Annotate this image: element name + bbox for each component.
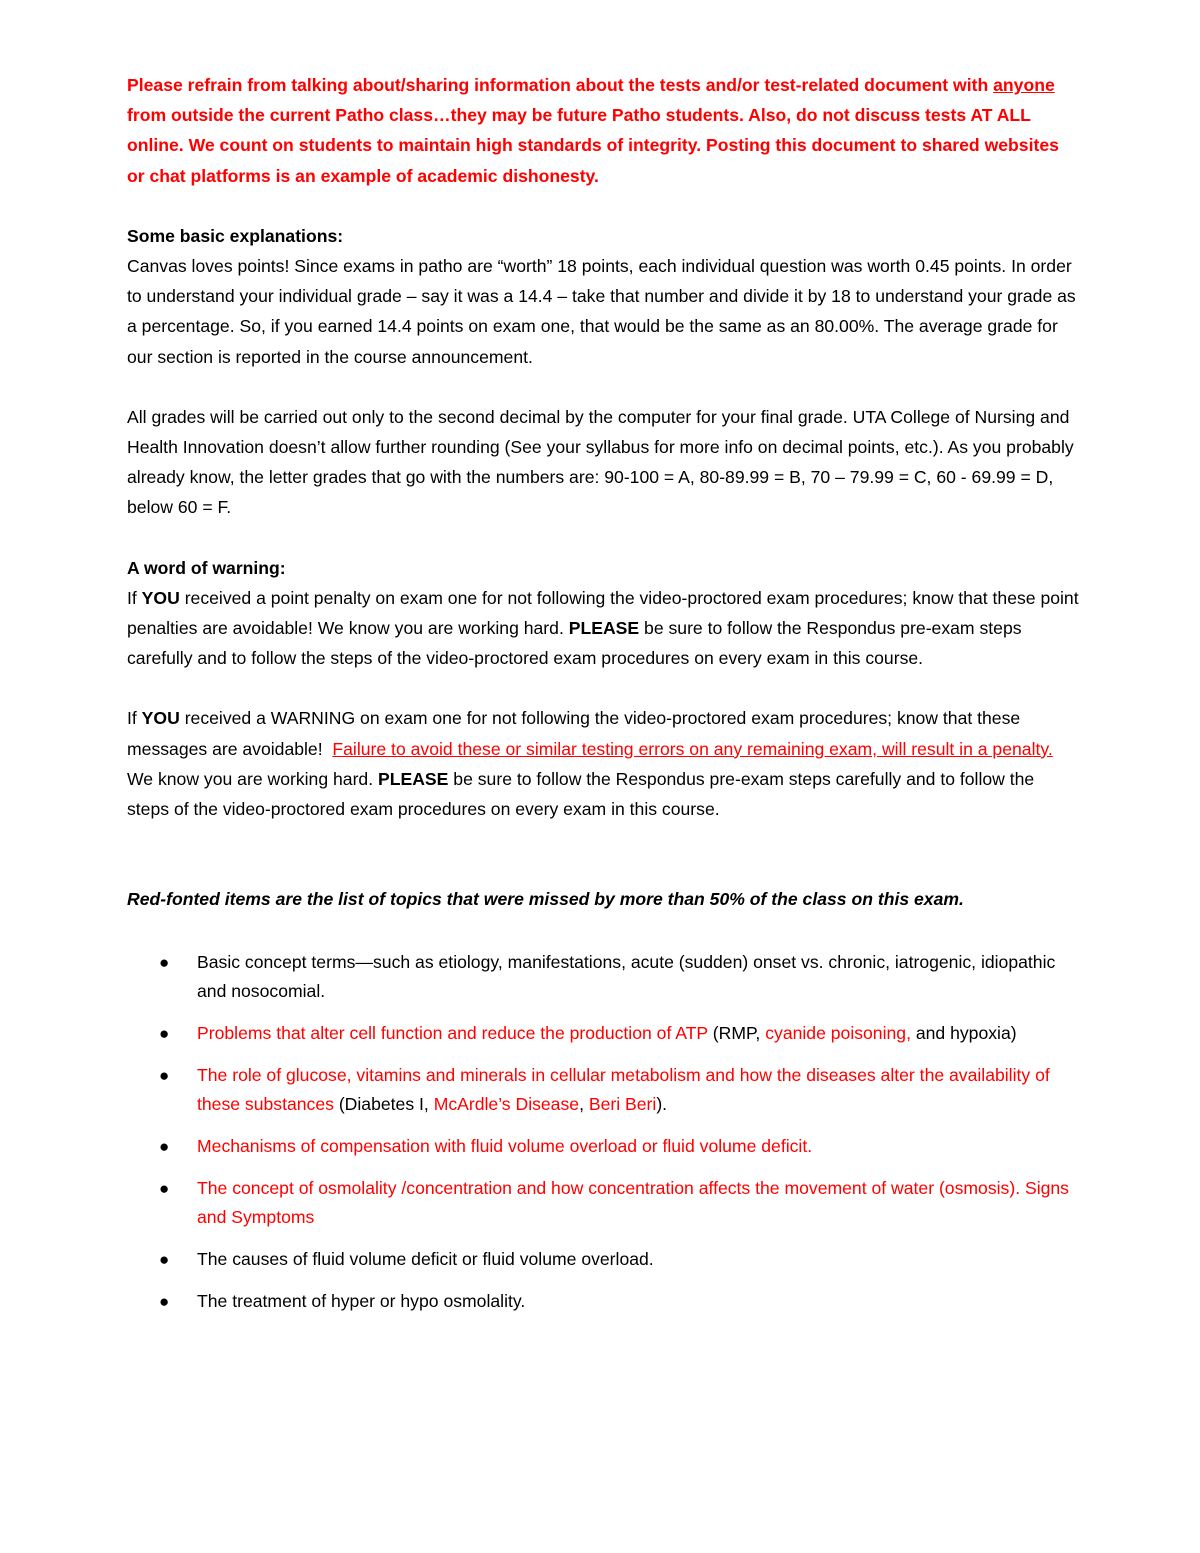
spacer: [127, 191, 1080, 221]
warning-you: YOU: [141, 708, 180, 729]
topic-red-text: The concept of osmolality /concentration and how concentration affects the movement of water (osmosis). Signs and Symptoms: [197, 1178, 1069, 1228]
penalty-text-a: received a point penalty on exam one for not following the video-proctored exam procedures; know that these point penalties are avoidable! We know you are working hard.: [127, 587, 1079, 639]
bullet-icon: ●: [159, 1179, 170, 1199]
basic-explanations-heading: Some basic explanations:: [127, 225, 344, 246]
list-item: [127, 1174, 1080, 1232]
warning-paragraph: [127, 703, 1080, 824]
topics-note: Red-fonted items are the list of topics that were missed by more than 50% of the class on this exam.: [127, 889, 964, 910]
grades-paragraph: All grades will be carried out only to the second decimal by the computer for your final grade. UTA College of Nursing and Health Innovation doesn’t allow further rounding (See your syllabus for more info on decimal points, etc.). As you probably already know, the letter grades that go with the numbers are: 90-100 = A, 80-89.99 = B, 70 – 79.99 = C, 60 - 69.99 = D, below 60 = F.: [127, 406, 1074, 518]
spacer: [127, 824, 1080, 884]
warning-if: If: [127, 708, 137, 729]
penalty-please: PLEASE: [568, 618, 640, 639]
topic-text: (Diabetes I,: [338, 1094, 429, 1115]
bullet-icon: ●: [159, 1137, 170, 1157]
topic-text: ).: [656, 1094, 668, 1115]
topic-text: (RMP,: [712, 1023, 761, 1044]
integrity-warning-part1: Please refrain from talking about/sharing information about the tests and/or test-related document with: [127, 75, 989, 95]
topic-red-text: Mechanisms of compensation with fluid volume overload or fluid volume deficit.: [197, 1136, 813, 1157]
bullet-icon: ●: [159, 1250, 170, 1270]
warning-please: PLEASE: [378, 768, 449, 789]
bullet-icon: ●: [159, 953, 170, 973]
list-item: [127, 1287, 1080, 1316]
penalty-paragraph: [127, 583, 1080, 674]
list-item: [127, 1019, 1080, 1048]
bullet-icon: ●: [159, 1024, 170, 1044]
spacer: [127, 523, 1080, 553]
topic-red-text: cyanide poisoning,: [765, 1023, 911, 1044]
spacer: [127, 372, 1080, 402]
warning-text-a: received a WARNING on exam one for not following the video-proctored exam procedures; know that these messages are avoidable!: [127, 708, 1021, 759]
bullet-icon: ●: [159, 1066, 170, 1086]
topic-text: ,: [579, 1094, 584, 1115]
list-item: [127, 1061, 1080, 1119]
bullet-icon: ●: [159, 1292, 170, 1312]
warning-text-c: be sure to follow the Respondus pre-exam steps carefully and to follow the steps of the video-proctored exam procedures on every exam in this course.: [127, 768, 1035, 820]
integrity-warning-part2: from outside the current Patho class…they may be future Patho students. Also, do not discuss tests AT ALL online. We count on students to maintain high standards of integrity. Posting this document to shared websites or chat platforms is an example of academic dishonesty.: [127, 105, 1059, 186]
topic-text: The treatment of hyper or hypo osmolality.: [197, 1291, 526, 1312]
spacer: [127, 914, 1080, 948]
warning-penalty-notice: Failure to avoid these or similar testing errors on any remaining exam, will result in a penalty.: [332, 738, 1053, 759]
integrity-warning: [127, 70, 1080, 191]
warning-text-b: We know you are working hard.: [127, 768, 374, 789]
topic-red-text: Problems that alter cell function and reduce the production of ATP: [197, 1023, 708, 1044]
basic-explanations-paragraph: Canvas loves points! Since exams in patho are “worth” 18 points, each individual question was worth 0.45 points. In order to understand your individual grade – say it was a 14.4 – take that number and divide it by 18 to understand your grade as a percentage. So, if you earned 14.4 points on exam one, that would be the same as an 80.00%. The average grade for our section is reported in the course announcement.: [127, 256, 1076, 367]
integrity-warning-anyone: anyone: [993, 75, 1055, 95]
topic-red-text: The role of glucose, vitamins and minerals in cellular metabolism and how the diseases alter the availability of these substances: [197, 1065, 1050, 1115]
topic-text: Basic concept terms—such as etiology, manifestations, acute (sudden) onset vs. chronic, iatrogenic, idiopathic and nosocomial.: [197, 952, 1056, 1002]
penalty-text-b: be sure to follow the Respondus pre-exam steps carefully and to follow the steps of the video-proctored exam procedures on every exam in this course.: [127, 618, 1022, 669]
list-item: [127, 1245, 1080, 1274]
topic-red-text: Beri Beri: [588, 1094, 657, 1115]
list-item: [127, 1132, 1080, 1161]
topics-list: [127, 948, 1080, 1316]
penalty-you: YOU: [141, 587, 180, 608]
spacer: [127, 673, 1080, 703]
topic-text: and hypoxia): [915, 1023, 1017, 1044]
list-item: [127, 948, 1080, 1006]
topic-red-text: McArdle’s Disease: [433, 1094, 580, 1115]
penalty-if: If: [127, 587, 137, 608]
topic-text: The causes of fluid volume deficit or fluid volume overload.: [197, 1249, 654, 1270]
warning-heading: A word of warning:: [127, 557, 286, 578]
